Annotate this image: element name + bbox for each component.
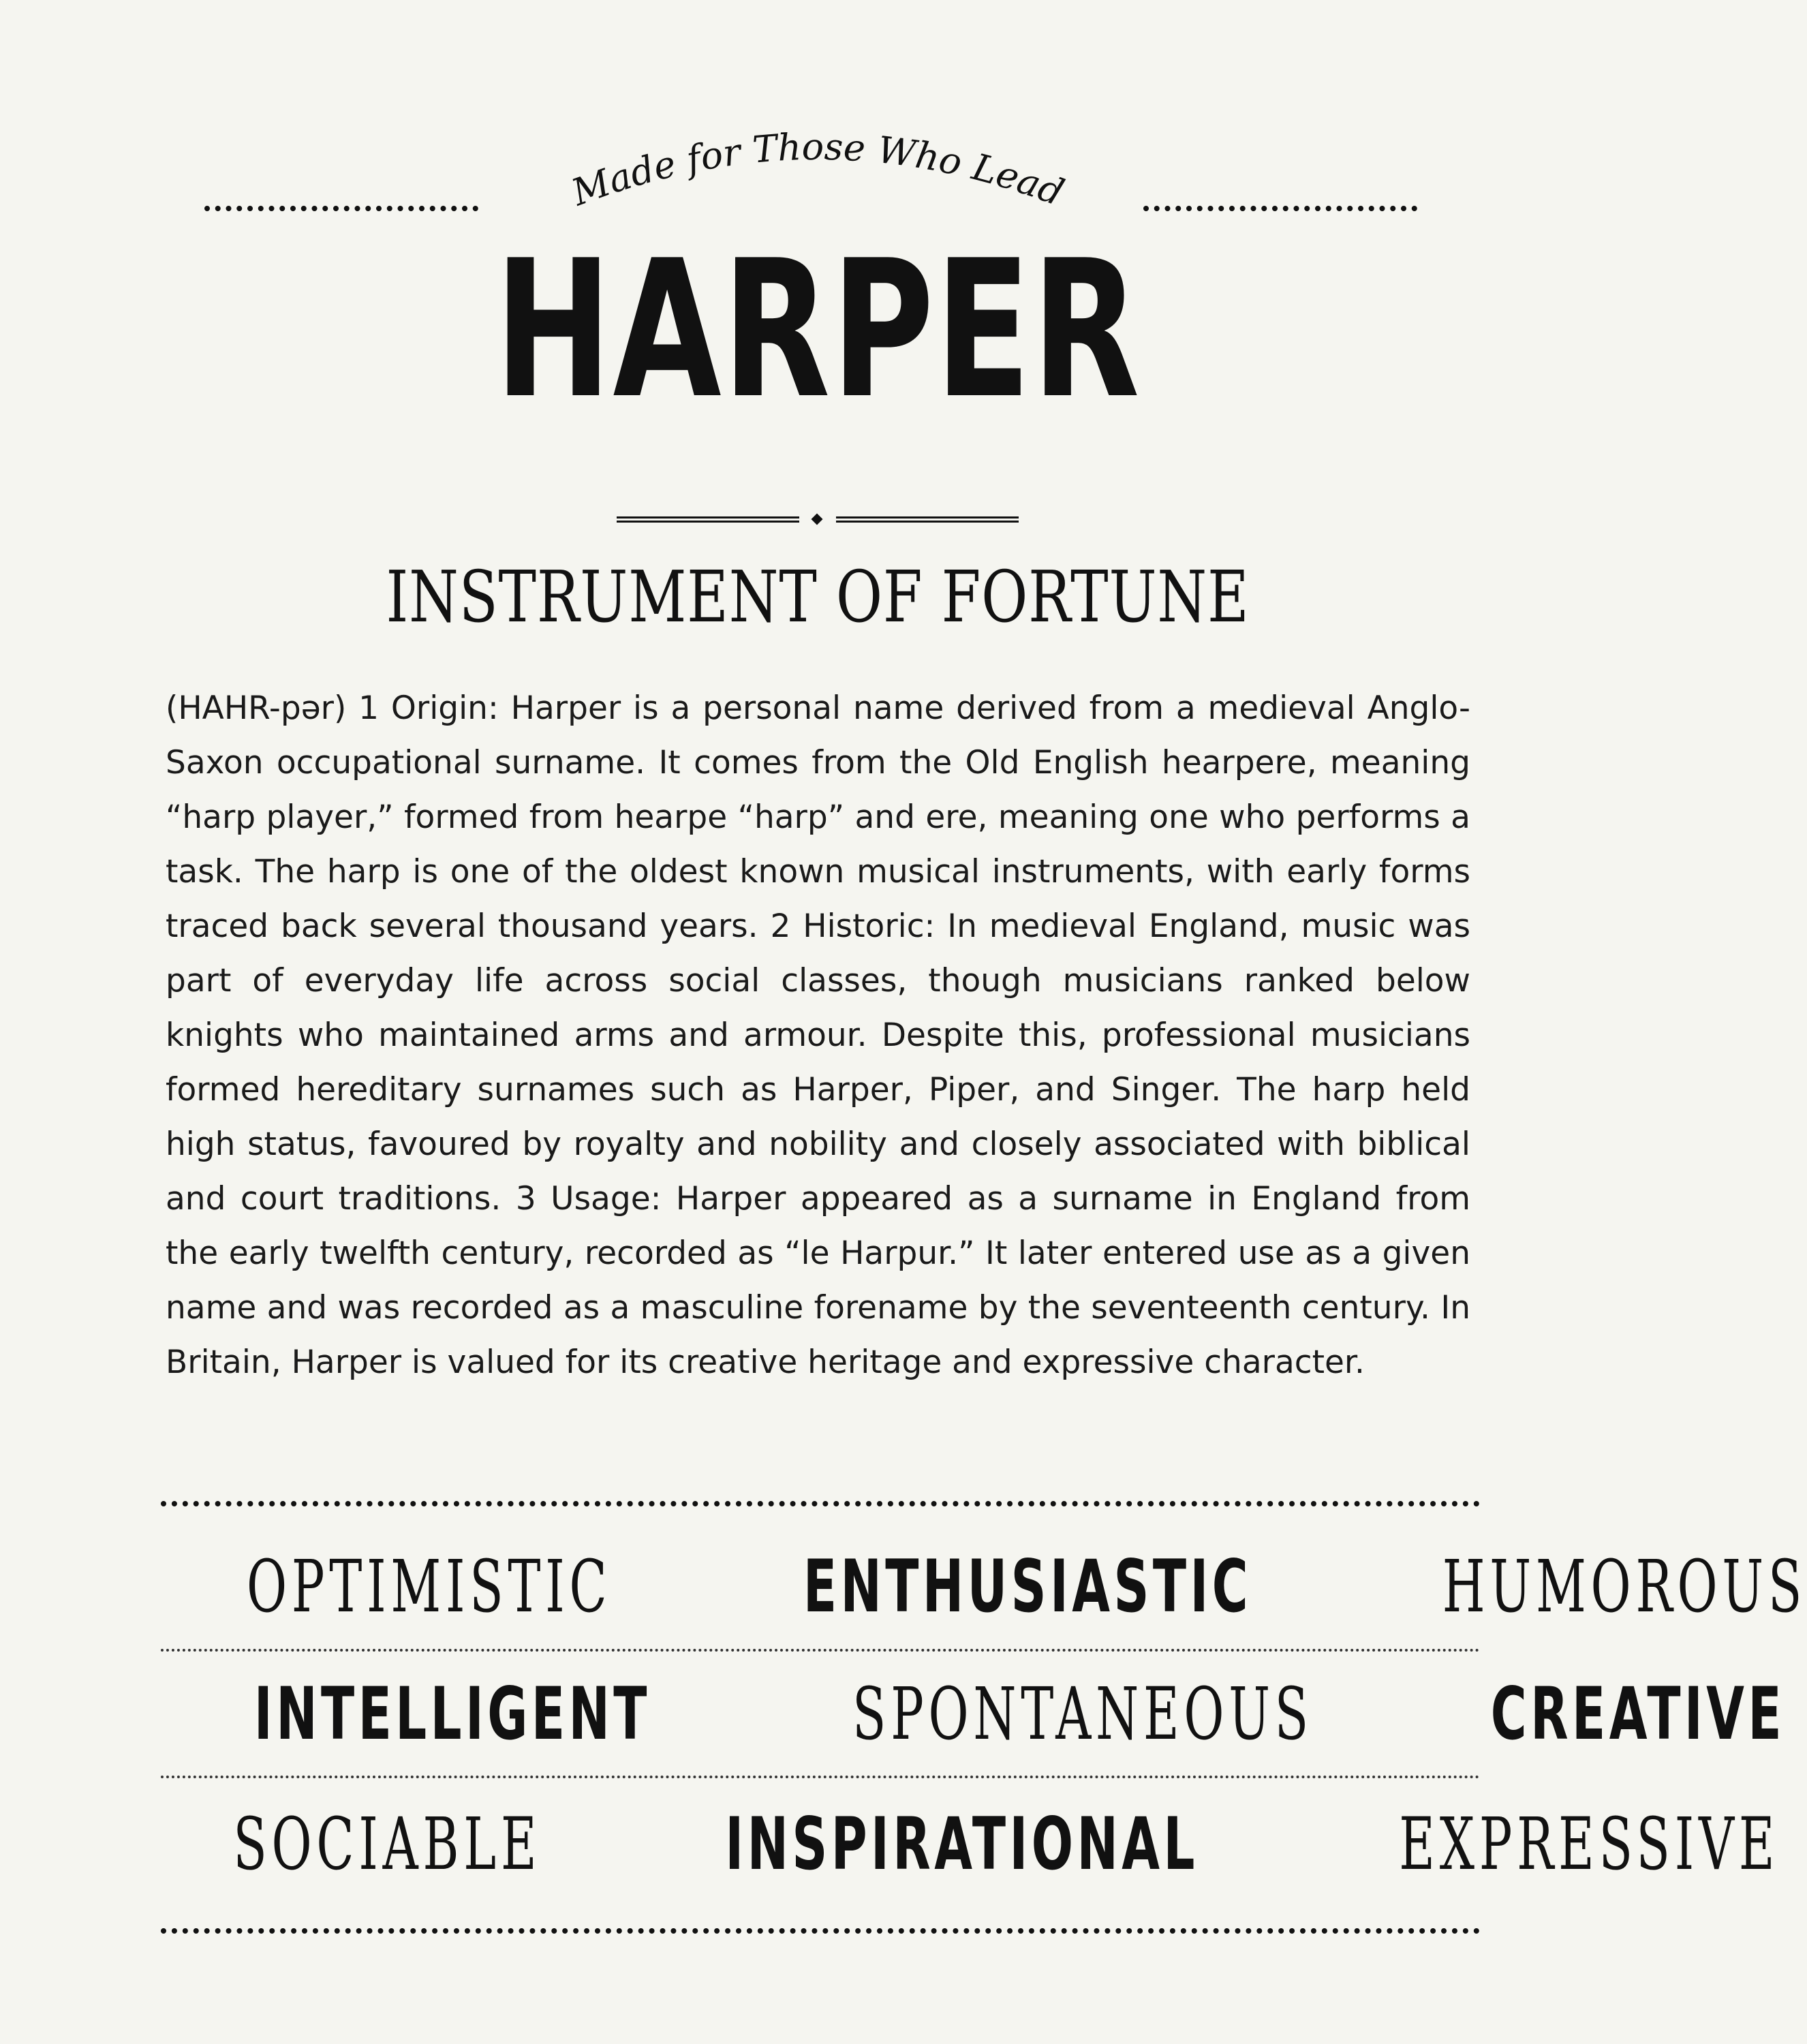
top-right-dotted-rule [1143, 206, 1417, 211]
trait-word: ENTHUSIASTIC [803, 1545, 1252, 1628]
divider-line-right [836, 516, 1019, 523]
trait-word: EXPRESSIVE [1399, 1802, 1780, 1886]
trait-word: INTELLIGENT [253, 1672, 651, 1756]
divider-line-left [617, 516, 799, 523]
trait-word: OPTIMISTIC [247, 1545, 612, 1628]
tagline-arc [531, 116, 1104, 225]
trait-row-2 [161, 1672, 1785, 1756]
traits-divider-2 [161, 1776, 1480, 1778]
tagline-text: Made for Those Who Lead [566, 125, 1070, 215]
trait-word: INSPIRATIONAL [725, 1802, 1199, 1886]
traits-divider-1 [161, 1649, 1480, 1652]
traits-top-dotted-rule [161, 1501, 1480, 1506]
trait-row-3 [161, 1802, 1780, 1886]
top-left-dotted-rule [204, 206, 478, 211]
diamond-icon [812, 514, 823, 525]
traits-bottom-dotted-rule [161, 1928, 1480, 1934]
ornament-divider [617, 516, 1019, 527]
trait-word: CREATIVE [1490, 1672, 1785, 1756]
name-description: (HAHR-pər) 1 Origin: Harper is a personal name derived from a medieval Anglo-Saxon occupational surname. It comes from the Old English hearpere, meaning “harp player,” formed from hearpe “harp” and ere, meaning one who performs a task. The harp is one of the oldest known musical instruments, with early forms traced back several thousand years. 2 Historic: In medieval England, music was part of everyday life across social classes, though musicians ranked below knights who maintained arms and armour. Despite this, professional musicians formed hereditary surnames such as Harper, Piper, and Singer. The harp held high status, favoured by royalty and nobility and closely associated with biblical and court traditions. 3 Usage: Harper appeared as a surname in England from the early twelfth century, recorded as “le Harpur.” It later entered use as a given name and was recorded as a masculine forename by the seventeenth century. In Britain, Harper is valued for its creative heritage and expressive character. [166, 690, 1470, 1381]
trait-word: SOCIABLE [233, 1802, 542, 1886]
trait-word: SPONTANEOUS [852, 1672, 1313, 1756]
trait-row-1 [161, 1545, 1807, 1628]
tagline [531, 116, 1104, 225]
trait-word: HUMOROUS [1442, 1545, 1807, 1628]
svg-text:Made for Those Who Lead [566, 125, 1070, 215]
subtitle: INSTRUMENT OF FORTUNE [386, 555, 1250, 638]
page-title: HARPER [494, 219, 1141, 440]
